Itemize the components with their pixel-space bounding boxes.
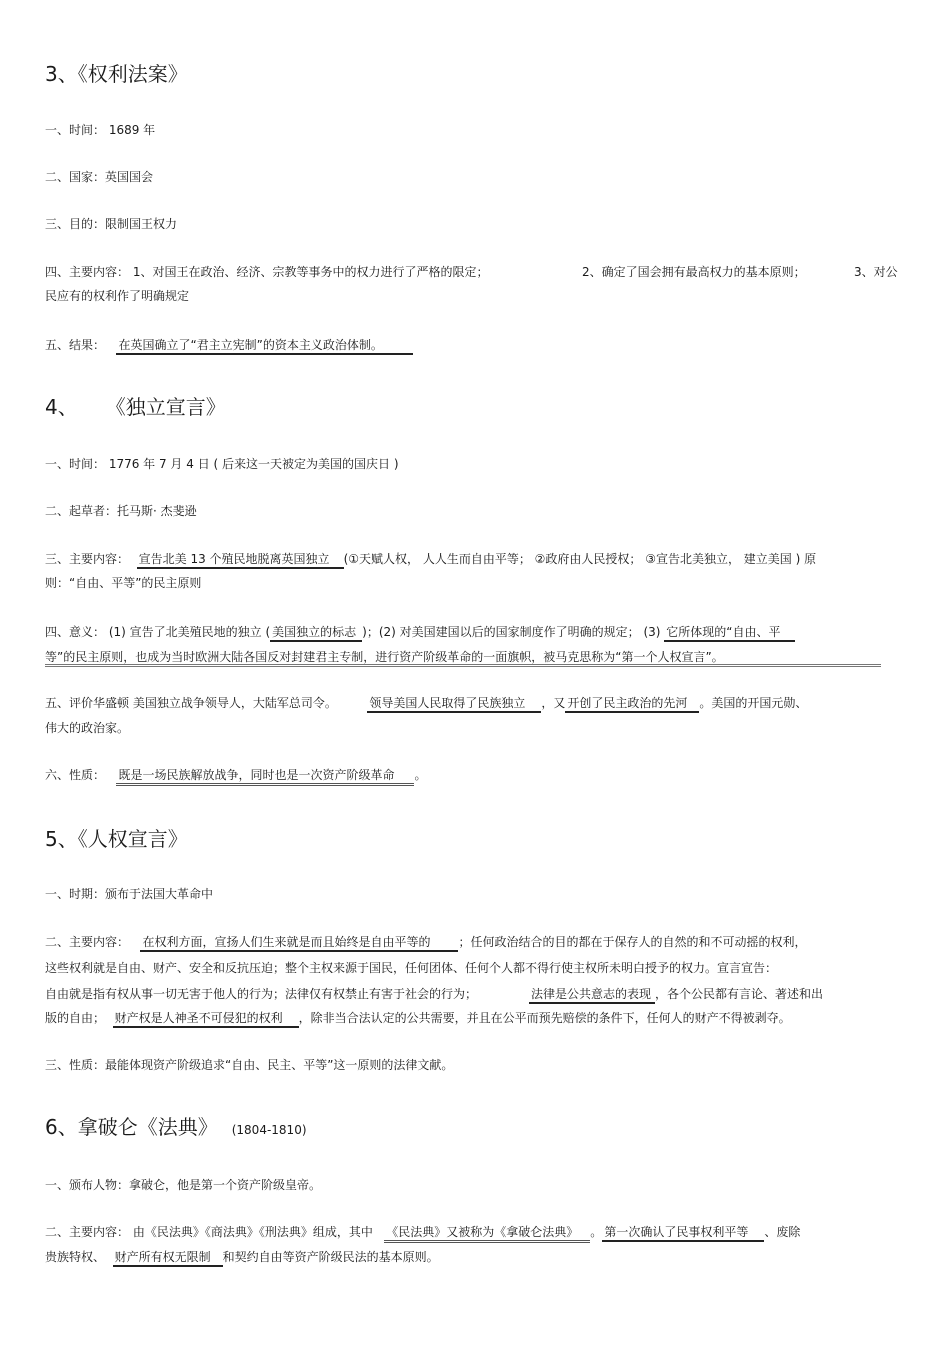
s3-country: 二、国家：英国国会 [45, 170, 154, 184]
s4-time: 一、时间： 1776 年 7 月 4 日 ( 后来这一天被定为美国的国庆日 ) [45, 457, 399, 471]
s5-line4-a: 自由就是指有权从事一切无害于他人的行为；法律仅有权禁止有害于社会的行为； [45, 987, 478, 1001]
s4-double-rule [45, 664, 881, 667]
s6-line3-answer: 财产所有权无限制 [113, 1250, 223, 1267]
s5-line4 [45, 981, 823, 1007]
s4-wash-b: ，又 [541, 696, 566, 710]
s4-wash-a: 五、评价华盛顿 美国独立战争领导人，大陆军总司令。 [45, 696, 337, 710]
s4-content-answer: 宣告北美 13 个殖民地脱离英国独立 [137, 552, 344, 569]
s4-principle: 则：“自由、平等”的民主原则 [45, 576, 202, 590]
s5-line3: 这些权利就是自由、财产、安全和反抗压迫；整个主权来源于国民，任何团体、任何个人都不得行使主权所未明白授予的权力。宣言宣告： [45, 961, 778, 975]
s5-line5-answer: 财产权是人神圣不可侵犯的权利 [113, 1011, 299, 1028]
s6-content-answer1: 《民法典》又被称为《拿破仑法典》 [384, 1225, 590, 1243]
s3-result-answer: 在英国确立了“君主立宪制”的资本主义政治体制。 [116, 338, 412, 355]
s5-line4-answer: 法律是公共意志的表现 [529, 987, 655, 1004]
s3-content-b: 2、确定了国会拥有最高权力的基本原则； [582, 265, 806, 279]
s6-content-a: 二、主要内容： 由《民法典》《商法典》《刑法典》组成，其中 [45, 1225, 373, 1239]
s6-content-c: 、废除 [764, 1225, 801, 1239]
s3-result-label: 五、结果： [45, 338, 106, 352]
s5-nature: 三、性质：最能体现资产阶级追求“自由、民主、平等”这一原则的法律文献。 [45, 1058, 454, 1072]
s5-line4-b: ，各个公民都有言论、著述和出 [655, 987, 824, 1001]
s3-content-a: 四、主要内容： 1、对国王在政治、经济、宗教等事务中的权力进行了严格的限定； [45, 265, 489, 279]
s5-content [45, 929, 807, 955]
s4-wash-answer1: 领导美国人民取得了民族独立 [367, 696, 541, 713]
s4-nature [45, 762, 427, 788]
s5-line5-a: 版的自由； [45, 1011, 106, 1025]
s5-content-answer: 在权利方面，宣扬人们生来就是而且始终是自由平等的 [140, 935, 458, 952]
s5-period: 一、时期：颁布于法国大革命中 [45, 887, 214, 901]
section-4-title [45, 395, 226, 419]
s4-nature-answer: 既是一场民族解放战争，同时也是一次资产阶级革命 [116, 768, 414, 786]
s5-content-label: 二、主要内容： [45, 935, 130, 949]
s5-content-b: ；任何政治结合的目的都在于保存人的自然的和不可动摇的权利， [458, 935, 807, 949]
section-4-name: 《独立宣言》 [115, 395, 226, 419]
s4-nature-end: 。 [414, 768, 427, 782]
s4-author: 二、起草者：托马斯· 杰斐逊 [45, 504, 197, 518]
s3-content-d: 民应有的权利作了明确规定 [45, 289, 190, 303]
s3-result [45, 332, 413, 358]
s6-line3-b: 和契约自由等资产阶级民法的基本原则。 [222, 1250, 439, 1264]
s4-nature-label: 六、性质： [45, 768, 106, 782]
s4-sig-c: 等”的民主原则，也成为当时欧洲大陆各国反对封建君主专制，进行资产阶级革命的一面旗帜，被马克思称为“第一个人权宣言”。 [45, 650, 724, 664]
section-6-years: (1804-1810) [231, 1123, 307, 1137]
s3-time: 一、时间： 1689 年 [45, 123, 156, 137]
s4-washington [45, 690, 807, 716]
s5-line5 [45, 1005, 791, 1031]
s4-sig-answer2: 它所体现的“自由、平 [664, 625, 794, 642]
section-4-number: 4、 [45, 395, 78, 419]
s4-wash-c: 。美国的开国元勋、 [699, 696, 808, 710]
s6-line3-a: 贵族特权、 [45, 1250, 106, 1264]
s4-sig-b: )；(2) 对美国建国以后的国家制度作了明确的规定； (3) [362, 625, 661, 639]
s4-significance [45, 619, 795, 645]
s6-content [45, 1219, 800, 1245]
s4-sig-answer1: 美国独立的标志 [270, 625, 362, 642]
section-6-name: 6、拿破仑《法典》 [45, 1115, 218, 1139]
section-5-title: 5、《人权宣言》 [45, 827, 188, 851]
s6-content-answer2: 第一次确认了民事权利平等 [602, 1225, 764, 1242]
section-3-title: 3、《权利法案》 [45, 62, 188, 86]
s3-purpose: 三、目的：限制国王权力 [45, 217, 178, 231]
s4-sig-a: 四、意义： (1) 宣告了北美殖民地的独立 ( [45, 625, 271, 639]
s4-wash-answer2: 开创了民主政治的先河 [565, 696, 699, 713]
s4-content [45, 546, 816, 572]
s6-issuer: 一、颁布人物：拿破仑，他是第一个资产阶级皇帝。 [45, 1178, 322, 1192]
s4-wash-d: 伟大的政治家。 [45, 721, 130, 735]
s4-content-detail: (①天赋人权， 人人生而自由平等； ②政府由人民授权； ③宣告北美独立， 建立美国 ) 原 [343, 552, 817, 566]
s6-content-b: 。 [590, 1225, 603, 1239]
s6-line3 [45, 1244, 439, 1270]
section-6-title [45, 1115, 307, 1142]
s4-content-label: 三、主要内容： [45, 552, 130, 566]
s5-line5-b: ，除非当合法认定的公共需要，并且在公平而预先赔偿的条件下，任何人的财产不得被剥夺。 [298, 1011, 791, 1025]
s3-content-c: 3、对公 [854, 265, 898, 279]
